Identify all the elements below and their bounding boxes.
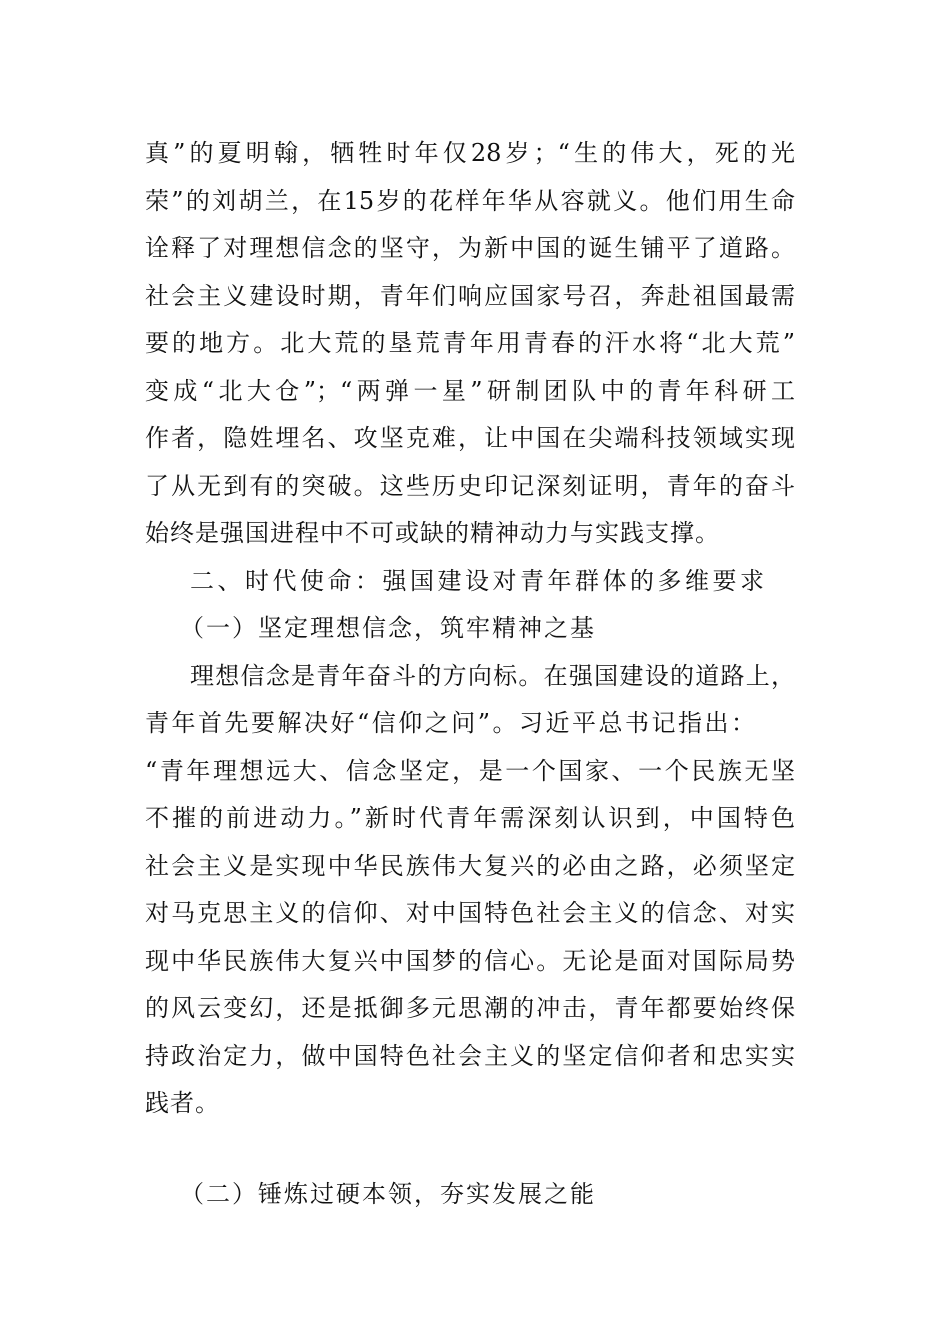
- text-line: 真”的夏明翰，牺牲时年仅28岁；“生的伟大，死的光: [145, 139, 795, 167]
- text-line: 青年首先要解决好“信仰之问”。习近平总书记指出：: [145, 709, 758, 737]
- subheading-ideals: （一）坚定理想信念，筑牢精神之基: [180, 614, 596, 642]
- text-line: 荣”的刘胡兰，在15岁的花样年华从容就义。他们用生命: [145, 187, 795, 215]
- text-line: 了从无到有的突破。这些历史印记深刻证明，青年的奋斗: [145, 472, 795, 500]
- text-line: 社会主义建设时期，青年们响应国家号召，奔赴祖国最需: [145, 282, 795, 310]
- text-line: 诠释了对理想信念的坚守，为新中国的诞生铺平了道路。: [145, 234, 795, 262]
- text-line: 社会主义是实现中华民族伟大复兴的必由之路，必须坚定: [145, 852, 795, 880]
- text-line: 作者，隐姓埋名、攻坚克难，让中国在尖端科技领域实现: [145, 424, 795, 452]
- text-line: 理想信念是青年奋斗的方向标。在强国建设的道路上，: [190, 662, 795, 690]
- text-line: 的风云变幻，还是抵御多元思潮的冲击，青年都要始终保: [145, 994, 795, 1022]
- text-line: 对马克思主义的信仰、对中国特色社会主义的信念、对实: [145, 899, 795, 927]
- text-line: 现中华民族伟大复兴中国梦的信心。无论是面对国际局势: [145, 947, 795, 975]
- text-line: 持政治定力，做中国特色社会主义的坚定信仰者和忠实实: [145, 1042, 795, 1070]
- subheading-skills: （二）锤炼过硬本领，夯实发展之能: [180, 1180, 596, 1208]
- text-line: “青年理想远大、信念坚定，是一个国家、一个民族无坚: [145, 757, 795, 785]
- text-line: 践者。: [145, 1089, 220, 1117]
- section-heading: 二、时代使命：强国建设对青年群体的多维要求: [190, 567, 768, 595]
- text-line: 要的地方。北大荒的垦荒青年用青春的汗水将“北大荒”: [145, 329, 795, 357]
- text-line: 始终是强国进程中不可或缺的精神动力与实践支撑。: [145, 519, 720, 547]
- text-line: 变成“北大仓”；“两弹一星”研制团队中的青年科研工: [145, 377, 795, 405]
- text-line: 不摧的前进动力。”新时代青年需深刻认识到，中国特色: [145, 804, 795, 832]
